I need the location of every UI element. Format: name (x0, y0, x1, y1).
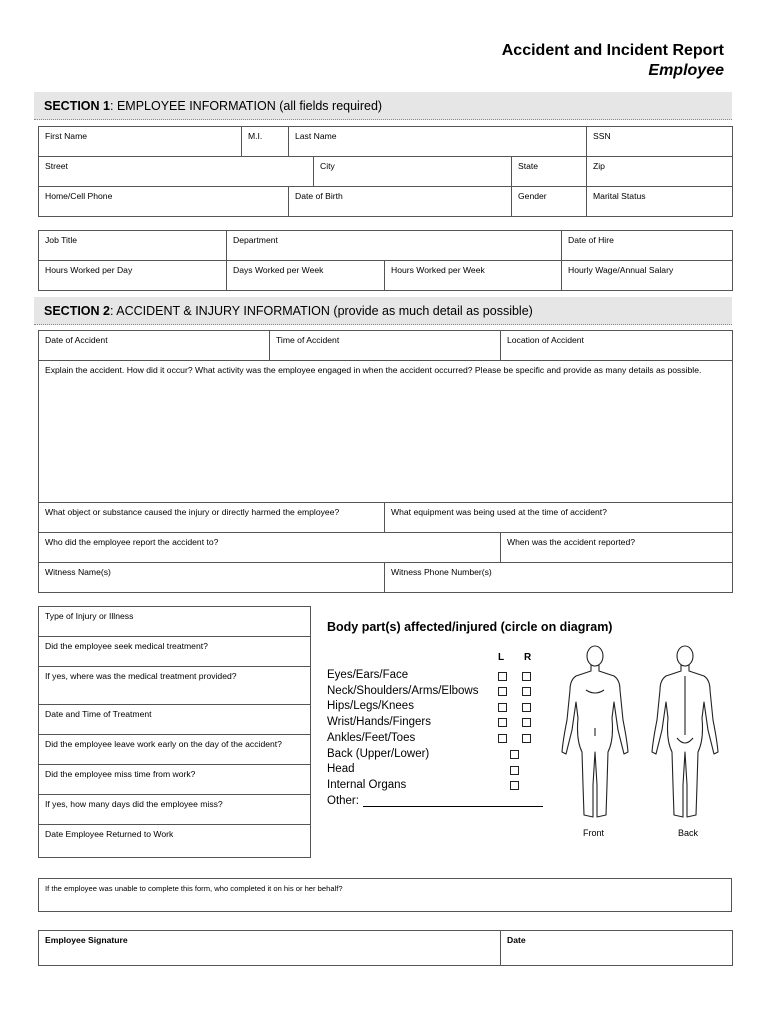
left-early-field[interactable]: Did the employee leave work early on the day of the accident? (39, 735, 311, 765)
injury-table (38, 606, 311, 858)
body-part-neck: Neck/Shoulders/Arms/Elbows (327, 684, 479, 697)
head-checkbox[interactable] (510, 766, 519, 775)
state-field[interactable]: State (512, 157, 587, 187)
street-field[interactable]: Street (39, 157, 314, 187)
back-checkbox[interactable] (510, 750, 519, 759)
mi-field[interactable]: M.I. (242, 127, 289, 157)
hours-per-day-field[interactable]: Hours Worked per Day (39, 261, 227, 291)
medical-treatment-field[interactable]: Did the employee seek medical treatment? (39, 637, 311, 667)
body-part-other: Other: (327, 794, 359, 807)
job-info-table (38, 230, 733, 291)
accident-info-table (38, 330, 733, 593)
return-date-field[interactable]: Date Employee Returned to Work (39, 825, 311, 858)
days-per-week-field[interactable]: Days Worked per Week (227, 261, 385, 291)
body-part-organs: Internal Organs (327, 778, 407, 791)
ankles-left-checkbox[interactable] (498, 734, 507, 743)
department-field[interactable]: Department (227, 231, 562, 261)
signature-table (38, 930, 733, 966)
wrist-right-checkbox[interactable] (522, 718, 531, 727)
hours-per-week-field[interactable]: Hours Worked per Week (385, 261, 562, 291)
employee-info-table (38, 126, 733, 217)
neck-right-checkbox[interactable] (522, 687, 531, 696)
ssn-field[interactable]: SSN (587, 127, 733, 157)
accident-date-field[interactable]: Date of Accident (39, 331, 270, 361)
body-parts-list (327, 668, 478, 809)
hips-left-checkbox[interactable] (498, 703, 507, 712)
section-1-header (34, 92, 732, 120)
accident-explanation-field[interactable]: Explain the accident. How did it occur? What activity was the employee engaged in when the accident occurred? Please be specific and provide as many details as possible. (39, 361, 733, 503)
injury-type-field[interactable]: Type of Injury or Illness (39, 607, 311, 637)
left-column-label: L (498, 652, 505, 663)
body-diagram[interactable] (550, 640, 730, 825)
back-figure-icon (652, 646, 718, 817)
report-subtitle: Employee (648, 62, 724, 79)
hips-right-checkbox[interactable] (522, 703, 531, 712)
completed-by-field[interactable]: If the employee was unable to complete this form, who completed it on his or her behalf? (39, 879, 732, 912)
witness-name-field[interactable]: Witness Name(s) (39, 563, 385, 593)
missed-time-field[interactable]: Did the employee miss time from work? (39, 765, 311, 795)
gender-field[interactable]: Gender (512, 187, 587, 217)
neck-left-checkbox[interactable] (498, 687, 507, 696)
body-part-head: Head (327, 763, 355, 776)
dob-field[interactable]: Date of Birth (289, 187, 512, 217)
witness-phone-field[interactable]: Witness Phone Number(s) (385, 563, 733, 593)
zip-field[interactable]: Zip (587, 157, 733, 187)
equipment-field[interactable]: What equipment was being used at the time of accident? (385, 503, 733, 533)
city-field[interactable]: City (314, 157, 512, 187)
ankles-right-checkbox[interactable] (522, 734, 531, 743)
eyes-left-checkbox[interactable] (498, 672, 507, 681)
hire-date-field[interactable]: Date of Hire (562, 231, 733, 261)
marital-status-field[interactable]: Marital Status (587, 187, 733, 217)
wrist-left-checkbox[interactable] (498, 718, 507, 727)
section-2-number: SECTION 2 (44, 304, 110, 318)
section-1-number: SECTION 1 (44, 99, 110, 113)
injury-object-field[interactable]: What object or substance caused the injury or directly harmed the employee? (39, 503, 385, 533)
organs-checkbox[interactable] (510, 781, 519, 790)
first-name-field[interactable]: First Name (39, 127, 242, 157)
report-title: Accident and Incident Report (501, 42, 724, 59)
body-part-ankles: Ankles/Feet/Toes (327, 731, 416, 744)
eyes-right-checkbox[interactable] (522, 672, 531, 681)
front-figure-icon (562, 646, 628, 817)
body-part-back: Back (Upper/Lower) (327, 747, 430, 760)
last-name-field[interactable]: Last Name (289, 127, 587, 157)
right-column-label: R (524, 652, 532, 663)
treatment-datetime-field[interactable]: Date and Time of Treatment (39, 705, 311, 735)
completed-by-table (38, 878, 732, 912)
accident-location-field[interactable]: Location of Accident (501, 331, 733, 361)
section-1-title: : EMPLOYEE INFORMATION (all fields required) (110, 99, 383, 113)
days-missed-field[interactable]: If yes, how many days did the employee miss? (39, 795, 311, 825)
wage-field[interactable]: Hourly Wage/Annual Salary (562, 261, 733, 291)
treatment-location-field[interactable]: If yes, where was the medical treatment provided? (39, 667, 311, 705)
body-part-eyes: Eyes/Ears/Face (327, 669, 409, 681)
front-label: Front (583, 828, 605, 838)
job-title-field[interactable]: Job Title (39, 231, 227, 261)
back-label: Back (678, 828, 699, 838)
reported-to-field[interactable]: Who did the employee report the accident to? (39, 533, 501, 563)
other-input-line[interactable] (363, 806, 543, 807)
reported-when-field[interactable]: When was the accident reported? (501, 533, 733, 563)
body-part-hips: Hips/Legs/Knees (327, 700, 414, 713)
body-parts-heading: Body part(s) affected/injured (circle on diagram) (327, 620, 613, 634)
phone-field[interactable]: Home/Cell Phone (39, 187, 289, 217)
report-title-block (502, 41, 724, 81)
section-2-header (34, 297, 732, 325)
signature-date-field[interactable]: Date (501, 931, 733, 966)
section-2-title: : ACCIDENT & INJURY INFORMATION (provide as much detail as possible) (110, 304, 533, 318)
accident-time-field[interactable]: Time of Accident (270, 331, 501, 361)
employee-signature-field[interactable]: Employee Signature (39, 931, 501, 966)
body-part-wrist: Wrist/Hands/Fingers (327, 716, 431, 729)
